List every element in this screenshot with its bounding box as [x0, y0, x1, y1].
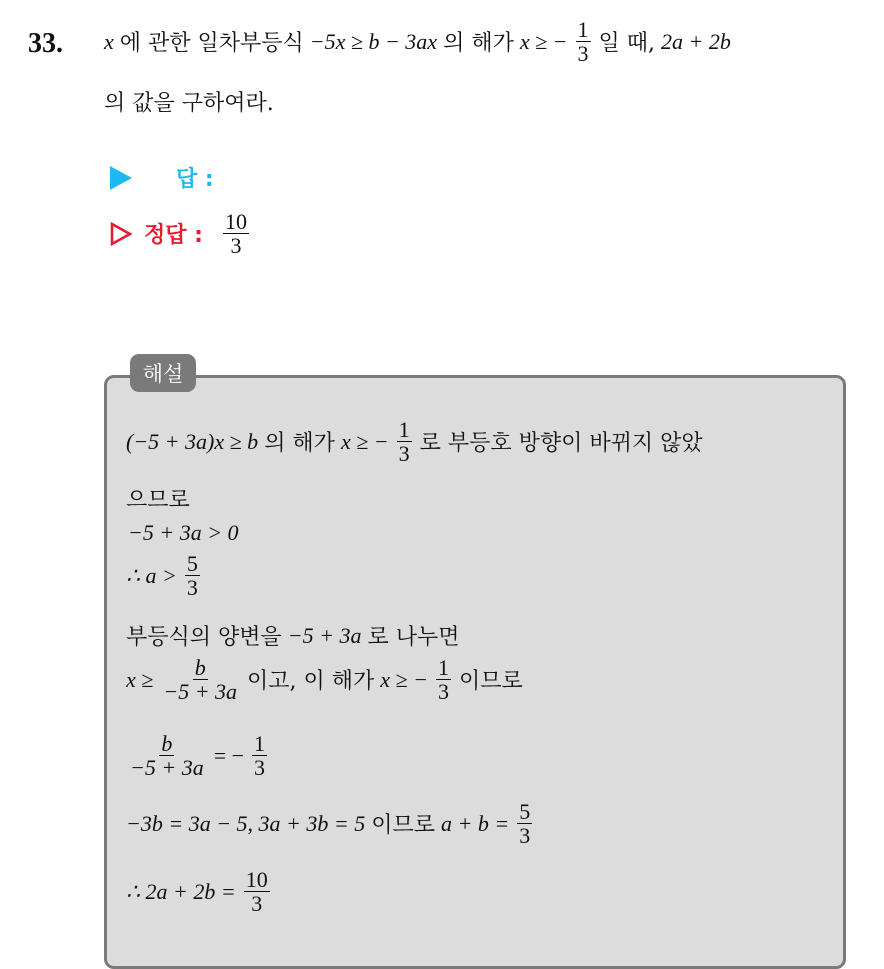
target-expression: 2a + 2b — [661, 28, 731, 54]
solution-line-2: 으므로 — [126, 488, 190, 513]
answer-row — [110, 162, 214, 193]
question-line-1 — [104, 18, 731, 65]
solution-line-3: −5 + 3a > 0 — [128, 520, 239, 545]
question-text-1: 에 관한 일차부등식 — [119, 31, 304, 57]
solution-line-7: $\frac{b}{-5 + 3a}$ = − $\frac{1}{3}$ — [130, 731, 266, 781]
condition-fraction: $\frac{1}{3}$ — [577, 17, 589, 67]
solution-line-5: 부등식의 양변을 −5 + 3a 로 나누면 — [126, 622, 460, 650]
correct-answer-label: 정답 : — [144, 223, 203, 249]
condition-lhs: x ≥ − — [519, 28, 568, 54]
question-line-2: 의 값을 구하여라. — [104, 91, 274, 116]
solution-line-1: (−5 + 3a)x ≥ b 의 해가 x ≥ − $\frac{1}{3}$ 로 부등호 방향이 바뀌지 않았 — [126, 417, 703, 467]
variable-x: x — [104, 28, 114, 54]
question-number: 33. — [28, 28, 63, 59]
solution-line-4: ∴ a > $\frac{5}{3}$ — [126, 551, 198, 601]
play-icon — [110, 166, 132, 190]
question-text-2: 의 해가 — [443, 31, 514, 57]
explanation-tag: 해설 — [130, 354, 196, 392]
correct-answer-value: $\frac{10}{3}$ — [224, 209, 247, 259]
answer-label: 답 : — [176, 167, 214, 192]
solution-line-6: x ≥ $\frac{b}{-5 + 3a}$ 이고, 이 해가 x ≥ − $\frac{1}{3}$ 이므로 — [126, 655, 523, 705]
solution-line-9: ∴ 2a + 2b = $\frac{10}{3}$ — [126, 867, 268, 917]
solution-line-8: −3b = 3a − 5, 3a + 3b = 5 이므로 a + b = $\frac{5}{3}$ — [126, 799, 531, 849]
correct-answer-row — [110, 210, 251, 257]
play-outline-icon — [110, 222, 132, 246]
question-text-3: 일 때, — [598, 31, 656, 57]
inequality: −5x ≥ b − 3ax — [309, 28, 438, 54]
